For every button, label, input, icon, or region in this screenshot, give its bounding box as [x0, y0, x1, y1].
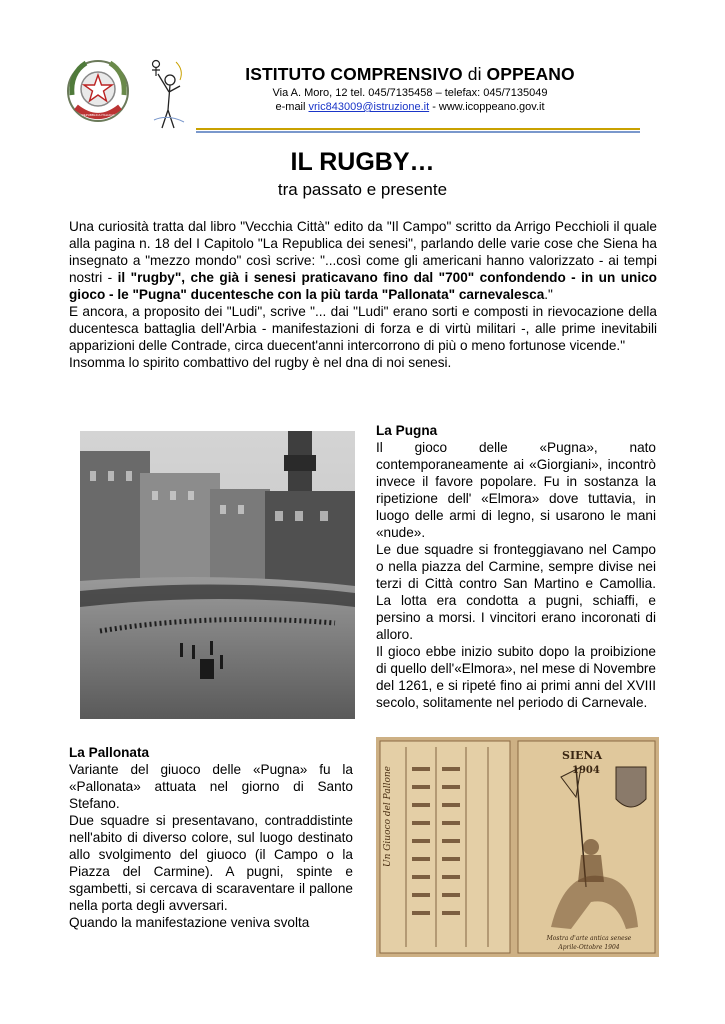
intro-1-text: Una curiosità tratta dal libro "Vecchia Città" edito da "Il Campo" scritto da Arrigo Pecchioli il quale alla pagina n. 18 del I Capitolo "La Republica dei senesi", parlando delle varie cose che Siena ha insegnato a "mezzo mondo" così scrive: "...così come gli americani hanno valorizzato - ai tempi nostri -	[69, 219, 657, 285]
intro-paragraph-2: E ancora, a proposito dei "Ludi", scrive "... dai "Ludi" erano sorti e composti in rievocazione della ducentesca battaglia dell'Arbia - manifestazioni di forza e di virtù militari -, alle prime inevitabili apparizioni delle Contrade, circa duecent'anni intercorrono di più o meno fortunose vicende."	[69, 304, 657, 353]
school-name	[190, 64, 630, 85]
poster-caption-2: Aprile-Ottobre 1904	[558, 944, 620, 951]
article-title: IL RUGBY…	[290, 148, 435, 176]
pugna-paragraph-3: Il gioco ebbe inizio subito dopo la proibizione di quello dell'«Elmora», nel mese di Novembre del 1261, e si ripeté fino ai primi anni del XVIII secolo, solitamente nel periodo di Carnevale.	[376, 644, 656, 710]
intro-paragraph-1	[69, 218, 657, 303]
pallonata-paragraph-2: Due squadre si presentavano, contraddistinte nell'abito di diverso colore, sul luogo destinato allo svolgimento del giuoco (il Campo o la Piazza del Carmine). A pugni, spinte e sgambetti, si cercava di scaraventare il pallone nella porta degli avversari.	[69, 813, 353, 913]
email-link[interactable]: vric843009@istruzione.it	[308, 101, 430, 113]
school-name-di: di	[467, 64, 482, 84]
intro-1-bold: il "rugby", che già i senesi praticavano fino dal "700" confondendo - in un unico gioco - le "Pugna" ducentesche con la più tarda "Pallonata" carnevalesca	[69, 270, 657, 302]
email-line	[190, 100, 630, 114]
header-rule-blue	[196, 131, 640, 133]
header-rule-gold	[196, 128, 640, 130]
intro-text	[69, 218, 657, 371]
email-label: e-mail	[275, 101, 309, 113]
historic-piazza-photo	[80, 431, 355, 719]
pallonata-section	[69, 744, 353, 931]
school-name-part-b: OPPEANO	[486, 64, 575, 84]
school-logo-figure	[140, 50, 188, 134]
pugna-heading: La Pugna	[376, 423, 438, 438]
pallonata-paragraph-3: Quando la manifestazione veniva svolta	[69, 915, 310, 930]
school-name-part-a: ISTITUTO COMPRENSIVO	[245, 64, 463, 84]
article-subtitle: tra passato e presente	[277, 180, 448, 199]
poster-year: 1904	[572, 765, 600, 776]
intro-1-end: ."	[544, 287, 553, 302]
poster-city: SIENA	[562, 749, 603, 762]
school-contacts	[190, 86, 630, 114]
pallonata-heading: La Pallonata	[69, 745, 150, 760]
pugna-paragraph-1: Il gioco delle «Pugna», nato contemporaneamente ai «Giorgiani», incontrò invece il favore popolare. Fu in sostanza la ripetizione dell' «Elmora» dove tuttavia, in luogo delle armi di legno, si usarono le mani «nude».	[376, 440, 656, 540]
emblem-ribbon-text: REPUBBLICA ITALIANA	[81, 113, 115, 117]
poster-caption-1: Mostra d'arte antica senese	[546, 935, 632, 942]
intro-paragraph-3: Insomma lo spirito combattivo del rugby è nel dna di noi senesi.	[69, 355, 452, 370]
pugna-paragraph-2: Le due squadre si fronteggiavano nel Campo o nella piazza del Carmine, sempre divise nei terzi di Città contro San Martino e Camollia. La lotta era condotta a pugni, schiaffi, e persino a morsi. I vincitori erano incoronati di alloro.	[376, 542, 656, 642]
address-line: Via A. Moro, 12 tel. 045/7135458 – telefax: 045/7135049	[272, 87, 548, 99]
siena-1904-poster	[376, 737, 659, 957]
poster-column-text: Un Giuoco del Pallone	[383, 766, 393, 867]
website-text: - www.icoppeano.gov.it	[429, 101, 545, 113]
pallonata-paragraph-1: Variante del giuoco delle «Pugna» fu la «Pallonata» attuata nel giorno di Santo Stefano.	[69, 762, 353, 811]
republic-emblem	[64, 55, 132, 127]
pugna-section	[376, 422, 656, 711]
